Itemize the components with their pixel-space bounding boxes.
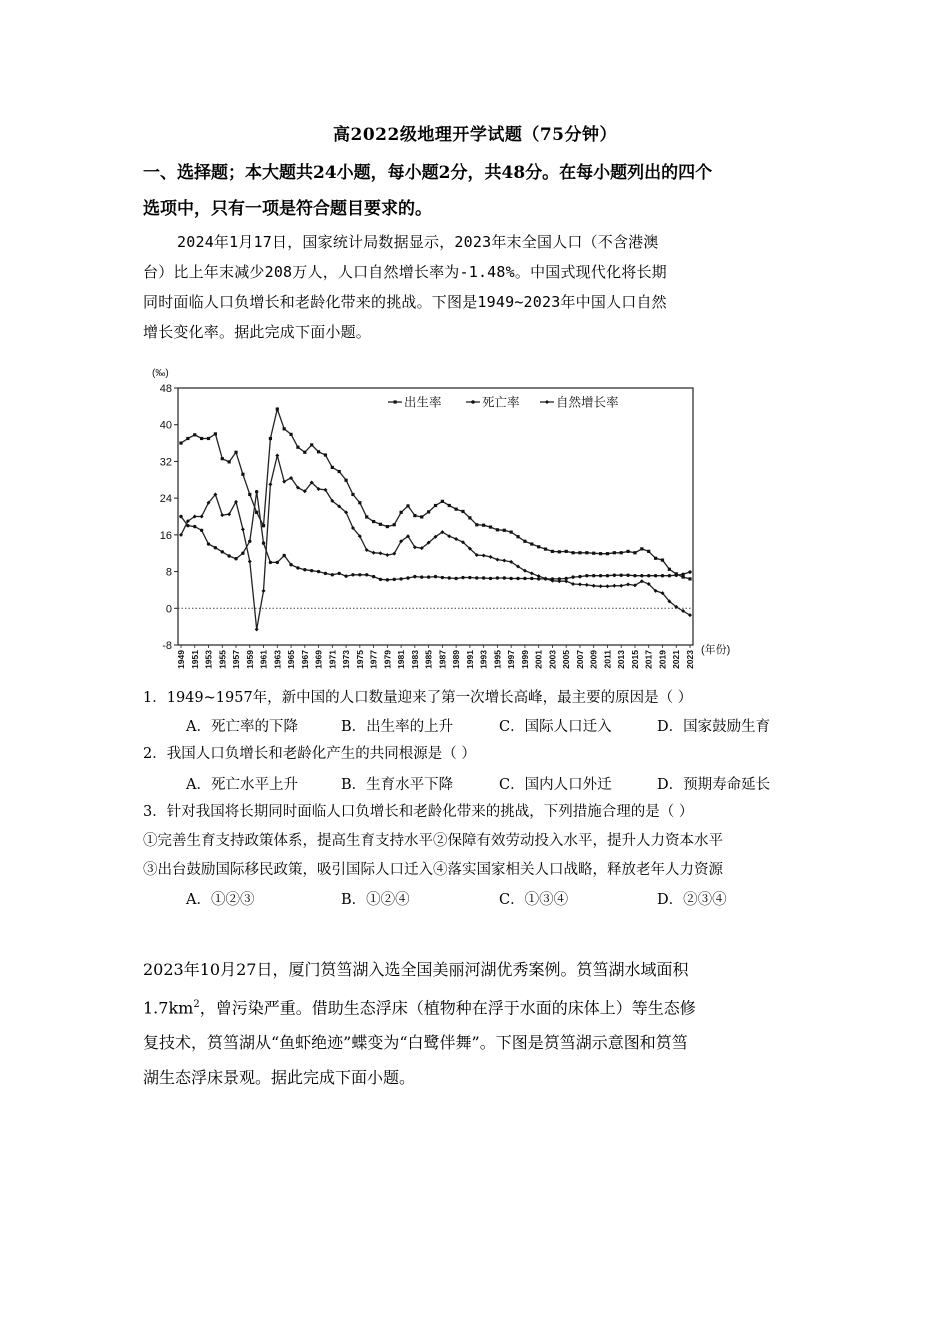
question-2-stem: 2．我国人口负增长和老龄化产生的共同根源是（ ） [143, 746, 476, 762]
death-rate-point [193, 525, 196, 528]
legend-entry: 自然增长率 [556, 394, 619, 410]
natural-growth-rate-point [268, 482, 272, 486]
death-rate-point [434, 575, 437, 578]
birth-rate-point [503, 529, 506, 532]
natural-growth-rate-point [619, 584, 623, 588]
natural-growth-rate-point [578, 582, 582, 586]
option-a[interactable]: A．死亡水平上升 [186, 777, 298, 793]
death-rate-point [675, 574, 678, 577]
x-tick-label: 1993 [478, 650, 489, 669]
birth-rate-point [427, 510, 430, 513]
x-tick-label: 1971 [327, 650, 338, 669]
option-c[interactable]: C．国际人口迁入 [499, 719, 612, 735]
death-rate-point [585, 574, 588, 577]
birth-rate-point [200, 437, 203, 440]
x-tick-label: 1949 [176, 650, 186, 669]
birth-rate-point [214, 432, 217, 435]
x-tick-label: 1999 [519, 650, 530, 669]
birth-rate-point [379, 523, 382, 526]
birth-rate-point [193, 433, 196, 436]
lake-intro-line: 湖生态浮床景观。据此完成下面小题。 [143, 1068, 416, 1088]
birth-rate-point [324, 453, 327, 456]
natural-growth-rate-point [571, 582, 575, 586]
x-tick-label: 2005 [561, 650, 572, 669]
death-rate-point [269, 561, 272, 564]
lake-intro-line: 复技术，筼筜湖从“鱼虾绝迹”蝶变为“白鹭伴舞”。下图是筼筜湖示意图和筼筜 [143, 1033, 688, 1053]
death-rate-point [420, 575, 423, 578]
x-tick-label: 1953 [203, 650, 214, 669]
birth-rate-point [255, 511, 258, 514]
birth-rate-point [544, 547, 547, 550]
x-tick-label: 2013 [616, 650, 627, 669]
death-rate-point [358, 573, 361, 576]
x-tick-label: 2017 [643, 650, 654, 669]
birth-rate-point [530, 542, 533, 545]
legend-marker [394, 400, 397, 403]
birth-rate-point [668, 568, 671, 571]
death-rate-point [413, 575, 416, 578]
section-heading [143, 155, 823, 227]
birth-rate-point [351, 493, 354, 496]
birth-rate-point [406, 504, 409, 507]
birth-rate-point [551, 550, 554, 553]
birth-rate-point [331, 466, 334, 469]
death-rate-point [441, 576, 444, 579]
x-tick-label: 1983 [409, 650, 420, 669]
x-tick-label: 1997 [506, 650, 517, 669]
x-tick-label: 1975 [354, 650, 365, 669]
birth-rate-point [283, 427, 286, 430]
natural-growth-rate-point [454, 537, 458, 541]
death-rate-point [379, 578, 382, 581]
x-tick-label: 1995 [492, 650, 503, 669]
natural-growth-rate-point [255, 627, 259, 631]
x-tick-label: 1981 [396, 650, 407, 669]
death-rate-point [503, 576, 506, 579]
natural-growth-rate-point [626, 582, 630, 586]
death-rate-point [461, 576, 464, 579]
birth-rate-point [482, 524, 485, 527]
death-rate-point [399, 577, 402, 580]
y-tick-label: 0 [165, 603, 172, 616]
birth-rate-point [578, 551, 581, 554]
birth-rate-point [585, 551, 588, 554]
lake-intro-paragraph [143, 952, 823, 1095]
birth-rate-point [338, 470, 341, 473]
x-tick-label: 1969 [313, 650, 324, 669]
x-tick-label: 2003 [547, 650, 558, 669]
death-rate-point [344, 574, 347, 577]
x-tick-label: 1965 [286, 650, 297, 669]
x-tick-label: 1951 [189, 650, 200, 669]
birth-rate-point [400, 511, 403, 514]
x-tick-label: 2019 [657, 650, 668, 669]
legend-marker [545, 400, 549, 404]
birth-rate-point [633, 551, 636, 554]
y-tick-label: 32 [159, 456, 172, 469]
natural-growth-rate-point [585, 583, 589, 587]
question-3-item-line: ①完善生育支持政策体系，提高生育支持水平②保障有效劳动投入水平，提升人力资本水平 [143, 833, 723, 849]
legend-marker [471, 400, 475, 404]
death-rate-point [303, 568, 306, 571]
birth-rate-point [276, 408, 279, 411]
natural-growth-rate-point [248, 559, 252, 563]
x-tick-label: 2015 [629, 650, 640, 669]
birth-rate-point [207, 437, 210, 440]
natural-growth-rate-point [495, 558, 499, 562]
natural-growth-rate-point [378, 551, 382, 555]
birth-rate-point [303, 451, 306, 454]
death-rate-point [221, 550, 224, 553]
option-d[interactable]: D．国家鼓励生育 [657, 719, 771, 735]
death-rate-point [592, 574, 595, 577]
death-rate-point [282, 554, 285, 557]
birth-rate-point [179, 441, 182, 444]
birth-rate-point [413, 514, 416, 517]
death-rate-point [571, 575, 574, 578]
birth-rate-point [317, 450, 320, 453]
intro-paragraph [143, 227, 808, 347]
death-rate-point [179, 515, 182, 518]
plot-frame [178, 388, 693, 645]
death-rate-point [262, 541, 265, 544]
birth-rate-point [654, 557, 657, 560]
death-rate-point [248, 540, 251, 543]
x-tick-label: 2021 [671, 650, 682, 669]
natural-growth-rate-point [530, 571, 534, 575]
birth-rate-point [640, 547, 643, 550]
birth-rate-point [365, 515, 368, 518]
death-rate-point [427, 575, 430, 578]
y-tick-label: 40 [159, 419, 172, 432]
birth-rate-point [234, 451, 237, 454]
death-rate-point [640, 574, 643, 577]
birth-rate-point [606, 552, 609, 555]
x-tick-label: 1985 [423, 650, 434, 669]
death-rate-point [207, 542, 210, 545]
natural-growth-rate-point [605, 584, 609, 588]
death-rate-point [276, 561, 279, 564]
birth-rate-point [310, 443, 313, 446]
legend-entry: 出生率 [404, 394, 442, 410]
intro-line: 台）比上年末减少208万人，人口自然增长率为-1.48%。中国式现代化将长期 [143, 263, 667, 281]
birth-rate-point [344, 479, 347, 482]
option-c[interactable]: C．①③④ [499, 892, 569, 908]
death-rate-point [661, 574, 664, 577]
x-tick-label: 1987 [437, 650, 448, 669]
option-d[interactable]: D．预期寿命延长 [657, 777, 771, 793]
birth-rate-point [496, 528, 499, 531]
section-heading-line: 选项中，只有一项是符合题目要求的。 [143, 199, 432, 219]
x-tick-label: 1977 [368, 650, 379, 669]
intro-line: 2024年1月17日，国家统计局数据显示，2023年末全国人口（不含港澳 [177, 233, 659, 251]
natural-growth-rate-point [612, 584, 616, 588]
birth-rate-point [592, 552, 595, 555]
x-tick-label: 1967 [299, 650, 310, 669]
death-rate-point [647, 574, 650, 577]
birth-rate-point [558, 550, 561, 553]
natural-growth-rate-line [181, 456, 690, 630]
death-rate-point [365, 573, 368, 576]
question-3-stem: 3．针对我国将长期同时面临人口负增长和老龄化带来的挑战，下列措施合理的是（ ） [143, 804, 694, 820]
death-rate-point [372, 575, 375, 578]
option-d[interactable]: D．②③④ [657, 892, 727, 908]
y-tick-label: 24 [159, 493, 172, 506]
death-rate-point [475, 576, 478, 579]
birth-rate-point [461, 510, 464, 513]
natural-growth-rate-point [599, 584, 603, 588]
death-rate-point [620, 574, 623, 577]
birth-rate-point [510, 531, 513, 534]
birth-rate-point [248, 493, 251, 496]
birth-rate-point [228, 460, 231, 463]
death-rate-point [654, 574, 657, 577]
birth-rate-point [468, 516, 471, 519]
birth-rate-point [221, 457, 224, 460]
birth-rate-point [613, 551, 616, 554]
birth-rate-point [269, 437, 272, 440]
death-rate-point [688, 570, 691, 573]
death-rate-point [613, 574, 616, 577]
birth-rate-point [420, 515, 423, 518]
birth-rate-point [661, 558, 664, 561]
x-tick-label: 1989 [451, 650, 462, 669]
intro-line: 同时面临人口负增长和老龄化带来的挑战。下图是1949~2023年中国人口自然 [143, 293, 667, 311]
death-rate-point [516, 577, 519, 580]
x-tick-label: 1973 [341, 650, 352, 669]
birth-rate-point [571, 551, 574, 554]
area-value: 1.7km [143, 998, 194, 1018]
x-tick-label: 2007 [574, 650, 585, 669]
death-rate-point [324, 572, 327, 575]
lake-intro-line: 2023年10月27日，厦门筼筜湖入选全国美丽河湖优秀案例。筼筜湖水域面积 [143, 960, 689, 979]
natural-growth-rate-point [241, 527, 245, 531]
birth-rate-point [489, 525, 492, 528]
x-tick-label: 1959 [244, 650, 255, 669]
death-rate-point [241, 552, 244, 555]
death-rate-point [578, 575, 581, 578]
death-rate-point [214, 546, 217, 549]
birth-rate-point [688, 577, 691, 580]
death-rate-point [310, 569, 313, 572]
y-axis-label: (‰) [152, 368, 169, 379]
y-tick-label: 16 [159, 529, 172, 542]
x-tick-label: 2001 [533, 650, 544, 669]
exam-title: 高2022级地理开学试题（75分钟） [333, 125, 617, 145]
x-tick-label: 2009 [588, 650, 599, 669]
death-rate-point [606, 574, 609, 577]
birth-rate-point [516, 535, 519, 538]
option-a[interactable]: A．死亡率的下降 [186, 719, 298, 735]
x-tick-label: 1979 [382, 650, 393, 669]
legend-entry: 死亡率 [482, 394, 520, 410]
death-rate-point [289, 563, 292, 566]
death-rate-point [681, 573, 684, 576]
natural-growth-rate-point [372, 551, 376, 555]
death-rate-point [393, 578, 396, 581]
question-3-item-line: ③出台鼓励国际移民政策，吸引国际人口迁入④落实国家相关人口战略，释放老年人力资源 [143, 862, 723, 878]
intro-line: 增长变化率。据此完成下面小题。 [143, 323, 372, 341]
y-tick-label: 8 [165, 566, 172, 579]
death-rate-point [317, 570, 320, 573]
natural-growth-rate-point [564, 579, 568, 583]
birth-rate-point [358, 501, 361, 504]
lake-intro-line [143, 987, 823, 1025]
natural-growth-rate-point [592, 584, 596, 588]
y-tick-label: -8 [162, 640, 172, 652]
death-rate-point [626, 574, 629, 577]
death-rate-point [200, 529, 203, 532]
x-tick-label: 1961 [258, 650, 269, 669]
death-rate-point [530, 577, 533, 580]
birth-rate-point [441, 500, 444, 503]
death-rate-point [386, 578, 389, 581]
death-rate-point [668, 574, 671, 577]
option-c[interactable]: C．国内人口外迁 [499, 777, 612, 793]
x-tick-label: 1957 [231, 650, 242, 669]
option-b[interactable]: B．出生率的上升 [341, 719, 454, 735]
natural-growth-rate-point [502, 559, 506, 563]
birth-rate-point [565, 550, 568, 553]
x-tick-label: 1991 [464, 650, 475, 669]
x-tick-label: 1955 [217, 650, 228, 669]
death-rate-point [255, 490, 258, 493]
death-rate-point [496, 576, 499, 579]
death-rate-point [633, 574, 636, 577]
birth-rate-point [186, 437, 189, 440]
area-superscript: 2 [193, 999, 200, 1010]
death-rate-point [482, 576, 485, 579]
birth-rate-point [434, 504, 437, 507]
option-a[interactable]: A．①②③ [186, 892, 255, 908]
death-rate-point [523, 577, 526, 580]
x-axis-label: (年份) [701, 644, 731, 656]
population-rate-chart [148, 362, 731, 672]
death-rate-point [338, 572, 341, 575]
birth-rate-point [393, 523, 396, 526]
natural-growth-rate-point [537, 574, 541, 578]
death-rate-point [227, 554, 230, 557]
birth-rate-point [455, 508, 458, 511]
birth-rate-point [647, 550, 650, 553]
option-b[interactable]: B．生育水平下降 [341, 777, 454, 793]
birth-rate-point [537, 545, 540, 548]
section-heading-line: 一、选择题；本大题共24小题，每小题2分，共48分。在每小题列出的四个 [143, 163, 713, 183]
death-rate-point [296, 566, 299, 569]
death-rate-point [234, 557, 237, 560]
death-rate-point [406, 576, 409, 579]
birth-rate-point [626, 550, 629, 553]
x-tick-label: 2023 [685, 650, 695, 669]
natural-growth-rate-point [489, 555, 493, 559]
natural-growth-rate-point [220, 513, 224, 517]
question-1-stem: 1．1949~1957年，新中国的人口数量迎来了第一次增长高峰，最主要的原因是（ ） [143, 690, 693, 706]
natural-growth-rate-point [275, 453, 279, 457]
x-tick-label: 2011 [602, 650, 613, 669]
birth-rate-point [241, 473, 244, 476]
option-b[interactable]: B．①②④ [341, 892, 410, 908]
death-rate-point [599, 574, 602, 577]
birth-rate-point [475, 523, 478, 526]
natural-growth-rate-point [262, 589, 266, 593]
death-rate-point [489, 577, 492, 580]
birth-rate-point [448, 504, 451, 507]
natural-growth-rate-point [385, 553, 389, 557]
lake-intro-text: ，曾污染严重。借助生态浮床（植物种在浮于水面的床体上）等生态修 [199, 998, 696, 1018]
birth-rate-point [386, 525, 389, 528]
birth-rate-point [523, 540, 526, 543]
birth-rate-point [289, 433, 292, 436]
death-rate-point [351, 573, 354, 576]
birth-rate-point [262, 524, 265, 527]
birth-rate-point [620, 551, 623, 554]
natural-growth-rate-point [200, 515, 204, 519]
death-rate-point [448, 576, 451, 579]
natural-growth-rate-point [482, 554, 486, 558]
death-rate-point [509, 577, 512, 580]
x-tick-label: 1963 [272, 650, 283, 669]
y-tick-label: 48 [159, 383, 172, 395]
birth-rate-point [296, 446, 299, 449]
death-rate-point [331, 573, 334, 576]
birth-rate-point [599, 552, 602, 555]
death-rate-point [468, 576, 471, 579]
birth-rate-point [372, 520, 375, 523]
death-rate-point [454, 577, 457, 580]
